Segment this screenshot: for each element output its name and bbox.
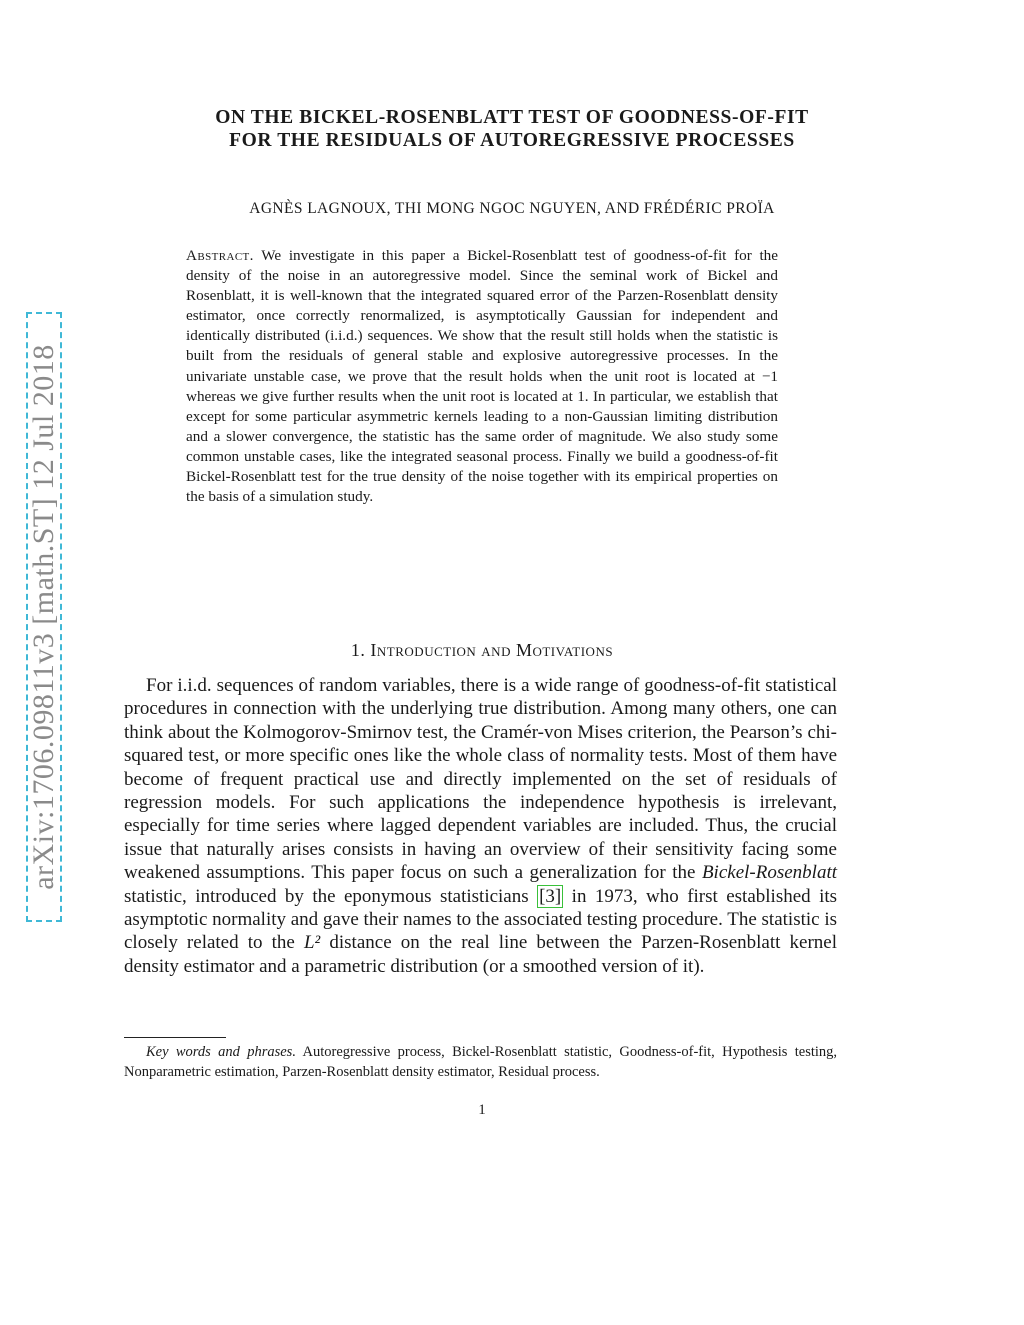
page-number: 1 [478,1102,486,1118]
arxiv-identifier[interactable]: arXiv:1706.09811v3 [math.ST] 12 Jul 2018 [27,344,61,890]
section-heading [0,640,964,661]
title-line-1: ON THE BICKEL-ROSENBLATT TEST OF GOODNESS-OF-FIT [215,107,809,128]
keywords-footnote [124,1042,837,1082]
title-line-2: FOR THE RESIDUALS OF AUTOREGRESSIVE PROCESSES [229,130,795,151]
abstract [186,246,778,507]
introduction-paragraph [124,674,837,978]
citation-link[interactable]: [3] [539,885,562,907]
intro-emphasis: Bickel-Rosenblatt [701,862,837,884]
keywords-text: Autoregressive process, Bickel-Rosenblatt statistic, Goodness-of-fit, Hypothesis testing, Nonparametric estimation, Parzen-Rosenblatt density estimator, Residual process. [124,1044,838,1080]
arxiv-identifier-box[interactable] [26,312,62,922]
intro-text-1: For i.i.d. sequences of random variables, there is a wide range of goodness-of-fit statistical procedures in connection with the underlying true distribution. Among many others, one can think about the Kolmogorov-Smirnov test, the Cramér-von Mises criterion, the Pearson’s chi-squared test, or more specific ones like the whole class of normality tests. Most of them have become of frequent practical use and directly implemented on the set of residuals of regression models. For such applications the independence hypothesis is irrelevant, especially for time series where lagged dependent variables are included. Thus, the crucial issue that naturally arises consists in having an overview of their sensitivity facing some weakened assumptions. This paper focus on such a generalization for the [124,675,837,884]
author-list: AGNÈS LAGNOUX, THI MONG NGOC NGUYEN, AND FRÉDÉRIC PROÏA [249,200,775,217]
math-l2: L² [303,932,321,954]
abstract-text: We investigate in this paper a Bickel-Rosenblatt test of goodness-of-fit for the density of the noise in an autoregressive model. Since the seminal work of Bickel and Rosenblatt, it is well-known that the integrated squared error of the Parzen-Rosenblatt density estimator, once correctly renormalized, is asymptotically Gaussian for independent and identically distributed (i.i.d.) sequences. We show that the result still holds when the statistic is built from the residuals of general stable and explosive autoregressive processes. In the univariate unstable case, we prove that the result holds when the unit root is located at −1 whereas we give further results when the unit root is located at 1. In particular, we establish that except for some particular asymmetric kernels leading to a non-Gaussian limiting distribution and a slower convergence, the statistic has the same order of magnitude. We also study some common unstable cases, like the integrated seasonal process. Finally we build a goodness-of-fit Bickel-Rosenblatt test for the true density of the noise together with its empirical properties on the basis of a simulation study. [186,247,778,506]
abstract-label: Abstract. [186,247,254,264]
footnote-rule [124,1037,226,1038]
section-number: 1. [350,640,366,660]
intro-text-3: in 1973, who first established its asymptotic normality and gave their names to the associated testing procedure. The statistic is closely related to the [124,885,838,954]
section-title: Introduction and Motivations [370,640,614,660]
keywords-label: Key words and phrases. [146,1044,296,1060]
intro-text-4: distance on the real line between the Parzen-Rosenblatt kernel density estimator and a parametric distribution (or a smoothed version of it). [124,932,838,977]
intro-text-2: statistic, introduced by the eponymous statisticians [124,885,529,907]
paper-title [0,106,1024,152]
